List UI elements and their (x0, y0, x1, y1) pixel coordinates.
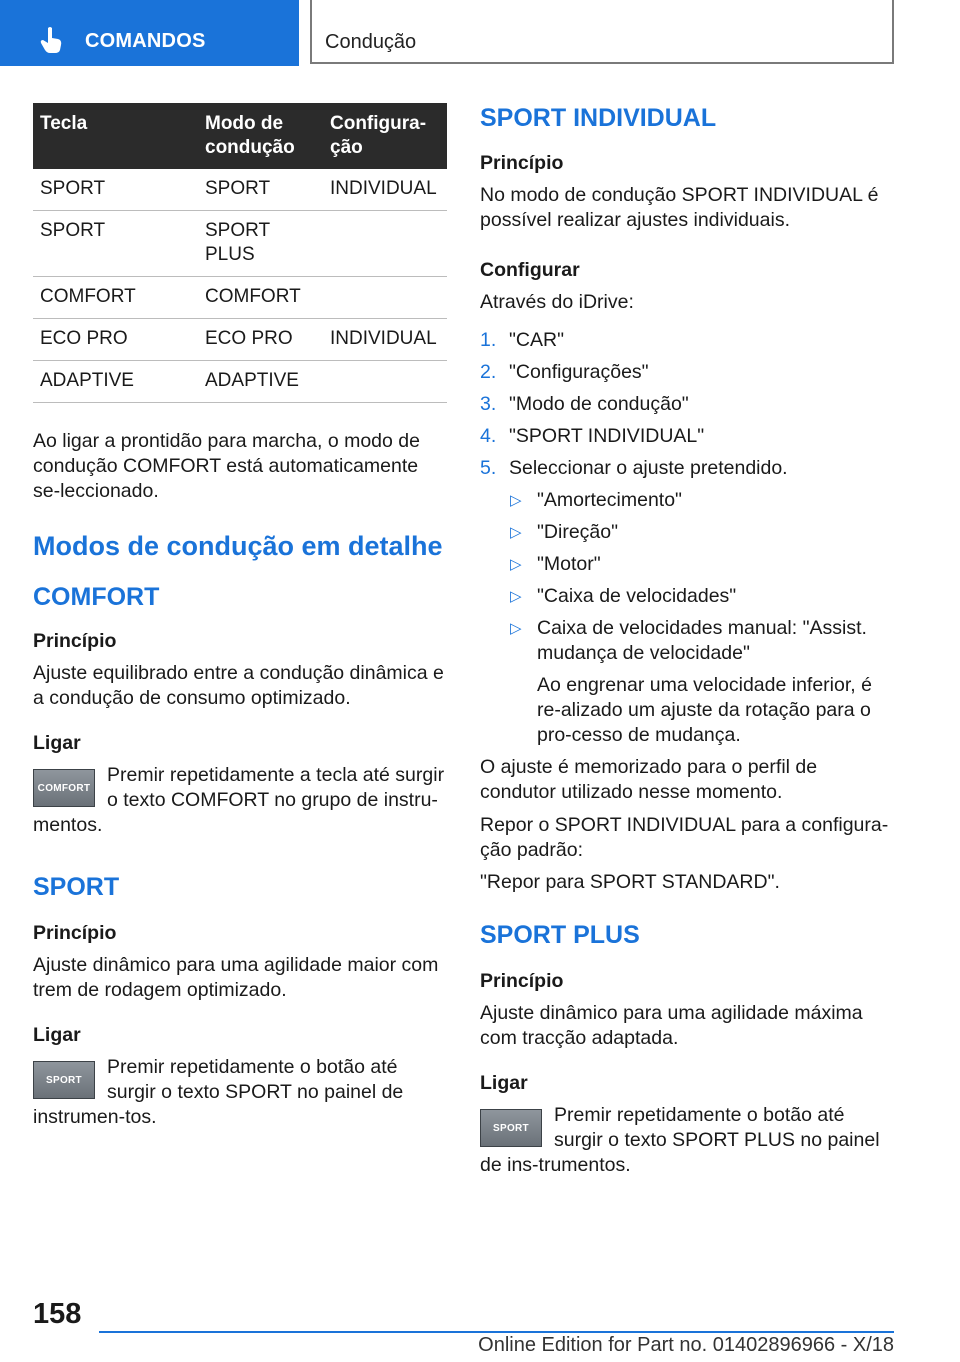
list-item (480, 360, 895, 385)
memory-text: O ajuste é memorizado para o perfil de condutor utilizado nesse momento. (480, 756, 818, 803)
sport-heading: SPORT (33, 873, 120, 901)
table-cell: SPORT PLUS (198, 211, 323, 277)
step-text: "Modo de condução" (509, 393, 689, 415)
comfort-switch-block (33, 763, 448, 838)
sport-plus-button-image: SPORT (480, 1109, 542, 1147)
step-number: 2. (480, 361, 497, 383)
list-item (508, 552, 895, 577)
list-item (480, 392, 895, 417)
table-cell: COMFORT (198, 277, 323, 319)
table-row (33, 361, 447, 403)
list-item (480, 456, 895, 481)
step-text: Seleccionar o ajuste pretendido. (509, 457, 788, 479)
table-row (33, 277, 447, 319)
configure-steps (480, 328, 895, 481)
sub-option-note: Ao engrenar uma velocidade inferior, é re-alizado um ajuste da rotação para o pro-cesso de mudança. (537, 674, 872, 746)
triangle-bullet-icon: ▷ (510, 492, 522, 509)
table-header: Configura-ção (323, 103, 447, 169)
reset-option: "Repor para SPORT STANDARD". (480, 871, 780, 893)
header-tab-label: COMANDOS (85, 30, 206, 52)
table-header: Tecla (33, 103, 198, 169)
step-number: 1. (480, 329, 497, 351)
step-number: 4. (480, 425, 497, 447)
table-cell: SPORT (33, 169, 198, 211)
sub-option-text: "Caixa de velocidades" (537, 585, 737, 607)
table-cell: SPORT (198, 169, 323, 211)
hand-pointer-icon (40, 26, 66, 59)
table-cell: ECO PRO (198, 319, 323, 361)
intro-paragraph: Ao ligar a prontidão para marcha, o modo de condução COMFORT está automaticamente se-leccionado. (33, 430, 420, 502)
table-cell (323, 277, 447, 319)
sport-switch-block (33, 1055, 448, 1130)
list-item (480, 328, 895, 353)
sub-option-text: "Amortecimento" (537, 489, 682, 511)
right-column (480, 103, 895, 1178)
table-cell: ADAPTIVE (198, 361, 323, 403)
step-number: 5. (480, 457, 497, 479)
footer-divider (99, 1331, 894, 1333)
triangle-bullet-icon: ▷ (510, 556, 522, 573)
page-number: 158 (33, 1298, 82, 1330)
sub-option-text: "Motor" (537, 553, 601, 575)
sub-option-text: Caixa de velocidades manual: "Assist. mudança de velocidade" (537, 617, 867, 664)
table-cell: ADAPTIVE (33, 361, 198, 403)
sport-plus-heading: SPORT PLUS (480, 921, 640, 949)
table-header-row (33, 103, 447, 169)
step-text: "Configurações" (509, 361, 649, 383)
list-item (508, 616, 895, 666)
table-header: Modo de condução (198, 103, 323, 169)
triangle-bullet-icon: ▷ (510, 524, 522, 541)
step-number: 3. (480, 393, 497, 415)
sport-individual-heading: SPORT INDIVIDUAL (480, 104, 717, 132)
table-cell: INDIVIDUAL (323, 319, 447, 361)
table-cell: COMFORT (33, 277, 198, 319)
table-cell (323, 361, 447, 403)
step-text: "CAR" (509, 329, 565, 351)
table-cell: ECO PRO (33, 319, 198, 361)
header-tab[interactable] (0, 0, 299, 66)
sub-option-text: "Direção" (537, 521, 619, 543)
sport-individual-principle-label: Princípio (480, 152, 564, 174)
sport-switch-label: Ligar (33, 1024, 81, 1046)
table-cell: INDIVIDUAL (323, 169, 447, 211)
sport-switch-text: Premir repetidamente o botão até surgir o texto SPORT no painel de instrumen-tos. (33, 1056, 404, 1128)
section-title: Condução (325, 31, 417, 53)
sport-plus-switch-text: Premir repetidamente o botão até surgir o texto SPORT PLUS no painel de ins-trumentos. (480, 1104, 880, 1176)
comfort-button-image: COMFORT (33, 769, 95, 807)
table-cell: SPORT (33, 211, 198, 277)
sport-plus-principle-text: Ajuste dinâmico para uma agilidade máxima com tracção adaptada. (480, 1002, 863, 1049)
left-column (33, 103, 448, 1130)
triangle-bullet-icon: ▷ (510, 588, 522, 605)
comfort-heading: COMFORT (33, 583, 160, 611)
table-row (33, 319, 447, 361)
sport-plus-switch-label: Ligar (480, 1072, 528, 1094)
list-item (508, 584, 895, 609)
comfort-switch-label: Ligar (33, 732, 81, 754)
list-item (508, 488, 895, 513)
table-row (33, 169, 447, 211)
configure-intro: Através do iDrive: (480, 291, 634, 313)
sport-plus-switch-block (480, 1103, 895, 1178)
table-cell (323, 211, 447, 277)
comfort-principle-text: Ajuste equilibrado entre a condução dinâmica e a condução de consumo optimizado. (33, 662, 444, 709)
footer-edition-link[interactable]: Online Edition for Part no. 01402896966 - X/18 (478, 1334, 894, 1356)
sport-plus-principle-label: Princípio (480, 970, 564, 992)
sport-principle-label: Princípio (33, 922, 117, 944)
comfort-principle-label: Princípio (33, 630, 117, 652)
reset-text: Repor o SPORT INDIVIDUAL para a configura-ção padrão: (480, 814, 889, 861)
table-row (33, 211, 447, 277)
list-item (508, 520, 895, 545)
triangle-bullet-icon: ▷ (510, 620, 522, 637)
main-heading: Modos de condução em detalhe (33, 531, 443, 561)
sub-options-list (480, 488, 895, 666)
sport-button-image: SPORT (33, 1061, 95, 1099)
driving-modes-table (33, 103, 447, 403)
sport-principle-text: Ajuste dinâmico para uma agilidade maior com trem de rodagem optimizado. (33, 954, 439, 1001)
list-item (480, 424, 895, 449)
configure-label: Configurar (480, 259, 580, 281)
step-text: "SPORT INDIVIDUAL" (509, 425, 705, 447)
comfort-switch-text: Premir repetidamente a tecla até surgir o texto COMFORT no grupo de instru-mentos. (33, 764, 445, 836)
sport-individual-principle-text: No modo de condução SPORT INDIVIDUAL é possível realizar ajustes individuais. (480, 184, 879, 231)
